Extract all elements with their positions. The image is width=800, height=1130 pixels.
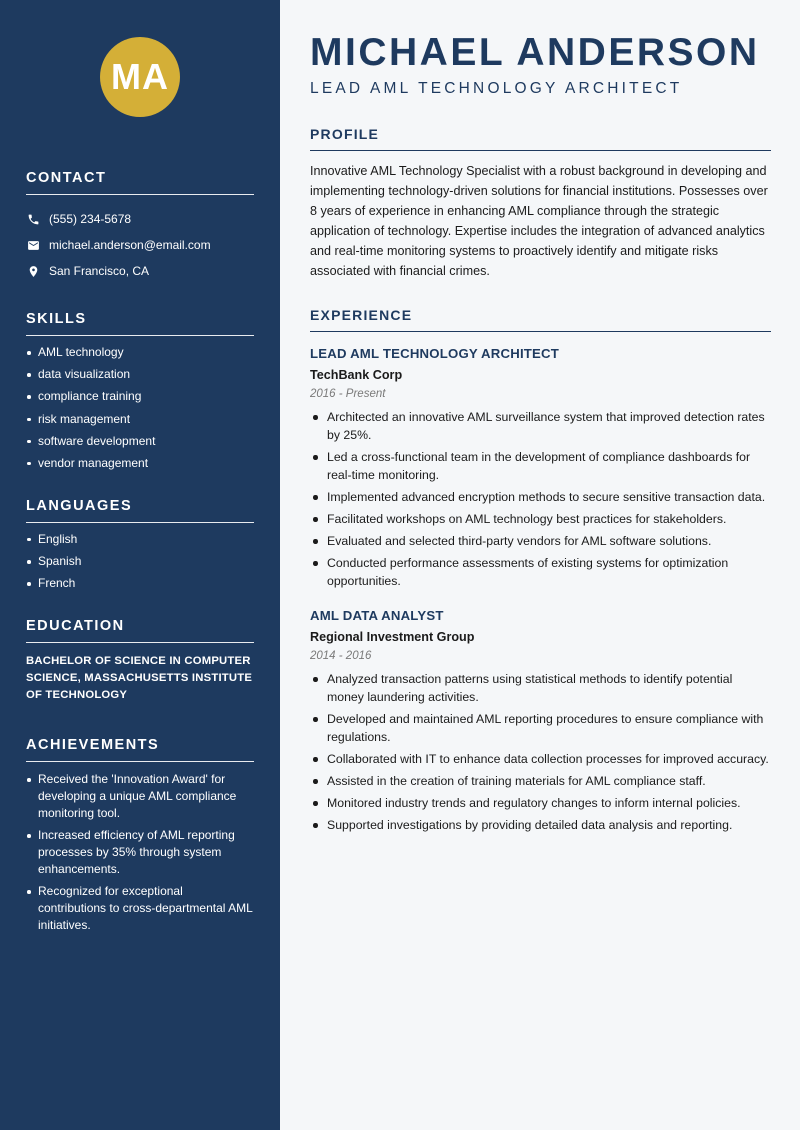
job-bullet: Assisted in the creation of training materials for AML compliance staff. — [310, 772, 771, 790]
candidate-title: LEAD AML TECHNOLOGY ARCHITECT — [310, 80, 683, 97]
job-bullet: Developed and maintained AML reporting procedures to ensure compliance with regulations. — [310, 710, 771, 746]
job-title: AML DATA ANALYST — [310, 608, 444, 623]
language-item: English — [26, 532, 254, 546]
contact-section — [26, 170, 254, 284]
job-bullet: Supported investigations by providing detailed data analysis and reporting. — [310, 816, 771, 834]
phone-text: (555) 234-5678 — [49, 212, 132, 226]
job-bullet: Led a cross-functional team in the development of compliance dashboards for real-time monitoring. — [310, 448, 771, 484]
job-entry — [310, 608, 771, 834]
avatar-initials: MA — [111, 56, 169, 97]
achievements-section — [26, 737, 254, 934]
skills-section — [26, 311, 254, 470]
achievement-item: Increased efficiency of AML reporting processes by 35% through system enhancements. — [26, 827, 254, 878]
profile-section — [310, 126, 771, 281]
phone-icon — [26, 212, 40, 226]
skill-item: compliance training — [26, 389, 254, 403]
contact-location — [26, 258, 254, 284]
profile-heading: PROFILE — [310, 126, 771, 151]
skills-list — [26, 345, 254, 470]
candidate-name: MICHAEL ANDERSON — [310, 31, 760, 74]
experience-section — [310, 307, 771, 834]
skill-item: software development — [26, 434, 254, 448]
main-content — [280, 0, 800, 1130]
achievements-list — [26, 771, 254, 934]
achievements-heading: ACHIEVEMENTS — [26, 737, 254, 762]
job-bullet: Architected an innovative AML surveillance system that improved detection rates by 25%. — [310, 408, 771, 444]
contact-heading: CONTACT — [26, 170, 254, 195]
email-text: michael.anderson@email.com — [49, 238, 211, 252]
education-section — [26, 618, 254, 704]
job-bullet: Facilitated workshops on AML technology best practices for stakeholders. — [310, 510, 771, 528]
job-bullet: Conducted performance assessments of existing systems for optimization opportunities. — [310, 554, 771, 590]
language-item: French — [26, 576, 254, 590]
email-icon — [26, 238, 40, 252]
skill-item: vendor management — [26, 456, 254, 470]
avatar — [100, 37, 180, 117]
job-bullet: Collaborated with IT to enhance data collection processes for improved accuracy. — [310, 750, 771, 768]
job-dates: 2014 - 2016 — [310, 650, 372, 662]
contact-email — [26, 232, 254, 258]
achievement-item: Received the 'Innovation Award' for developing a unique AML compliance monitoring tool. — [26, 771, 254, 822]
job-entry — [310, 346, 771, 590]
job-bullet: Evaluated and selected third-party vendors for AML software solutions. — [310, 532, 771, 550]
skills-heading: SKILLS — [26, 311, 254, 336]
experience-heading: EXPERIENCE — [310, 307, 771, 332]
company-name: TechBank Corp — [310, 368, 403, 382]
job-dates: 2016 - Present — [310, 388, 386, 400]
languages-heading: LANGUAGES — [26, 498, 254, 523]
language-item: Spanish — [26, 554, 254, 568]
job-bullet: Monitored industry trends and regulatory changes to inform internal policies. — [310, 794, 771, 812]
contact-phone — [26, 206, 254, 232]
sidebar — [0, 0, 280, 1130]
profile-text: Innovative AML Technology Specialist with a robust background in developing and implementing technology-driven solutions for financial institutions. Possesses over 8 years of experience in enhancing AML compliance through the strategic application of technology. Expertise includes the integration of advanced analytics and real-time monitoring systems to proactively identify and mitigate risks associated with financial crimes. — [310, 164, 768, 278]
education-degree: BACHELOR OF SCIENCE IN COMPUTER SCIENCE, MASSACHUSETTS INSTITUTE OF TECHNOLOGY — [26, 655, 253, 702]
languages-list — [26, 532, 254, 590]
languages-section — [26, 498, 254, 590]
skill-item: risk management — [26, 412, 254, 426]
achievement-item: Recognized for exceptional contributions to cross-departmental AML initiatives. — [26, 883, 254, 934]
skill-item: data visualization — [26, 367, 254, 381]
education-heading: EDUCATION — [26, 618, 254, 643]
job-bullets — [310, 670, 771, 834]
job-bullet: Analyzed transaction patterns using statistical methods to identify potential money laundering activities. — [310, 670, 771, 706]
job-bullet: Implemented advanced encryption methods to secure sensitive transaction data. — [310, 488, 771, 506]
location-pin-icon — [26, 264, 40, 278]
skill-item: AML technology — [26, 345, 254, 359]
contact-list — [26, 206, 254, 284]
job-title: LEAD AML TECHNOLOGY ARCHITECT — [310, 346, 560, 361]
job-bullets — [310, 408, 771, 590]
location-text: San Francisco, CA — [49, 264, 150, 278]
company-name: Regional Investment Group — [310, 630, 475, 644]
